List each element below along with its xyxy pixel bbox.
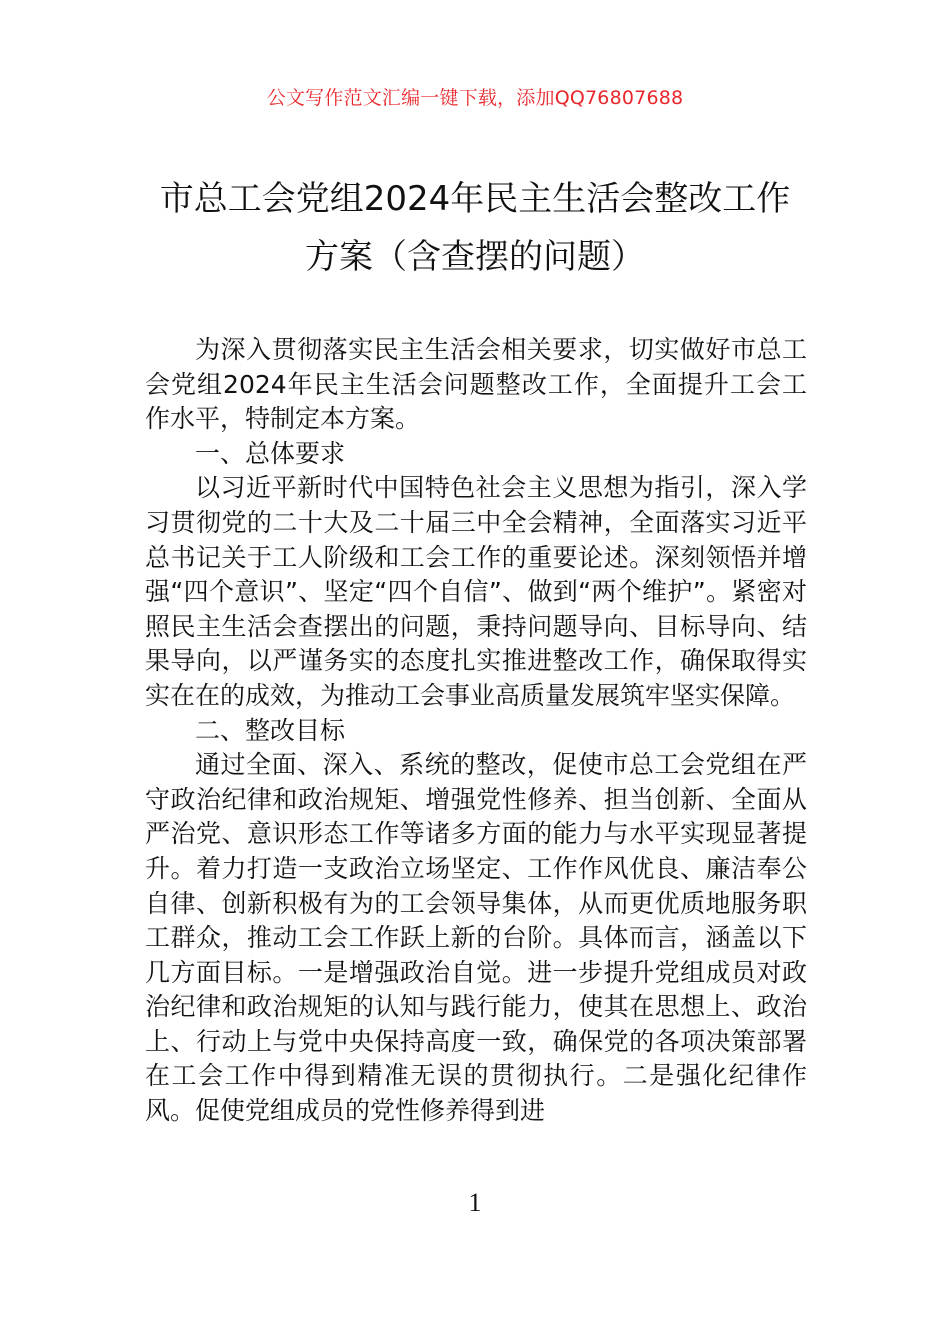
title-line-2: 方案（含查摆的问题） xyxy=(305,237,645,277)
general-requirements-paragraph: 以习近平新时代中国特色社会主义思想为指引，深入学习贯彻党的二十大及二十届三中全会精神，全面落实习近平总书记关于工人阶级和工会工作的重要论述。深刻领悟并增强“四个意识”、坚定“四个自信”、做到“两个维护”。紧密对照民主生活会查摆出的问题，秉持问题导向、目标导向、结果导向，以严谨务实的态度扎实推进整改工作，确保取得实实在在的成效，为推动工会事业高质量发展筑牢坚实保障。 xyxy=(145,473,807,710)
section-heading-rectification-goals: 二、整改目标 xyxy=(195,715,346,745)
document-title xyxy=(120,170,830,286)
intro-paragraph: 为深入贯彻落实民主生活会相关要求，切实做好市总工会党组2024年民主生活会问题整改工作，全面提升工会工作水平，特制定本方案。 xyxy=(145,335,807,434)
title-line-1: 市总工会党组2024年民主生活会整改工作 xyxy=(159,179,791,219)
document-body xyxy=(145,333,807,1129)
section-heading-general-requirements: 一、总体要求 xyxy=(195,438,346,468)
page-number: 1 xyxy=(468,1188,482,1217)
download-banner: 公文写作范文汇编一键下载，添加QQ76807688 xyxy=(266,87,684,109)
rectification-goals-paragraph: 通过全面、深入、系统的整改，促使市总工会党组在严守政治纪律和政治规矩、增强党性修养、担当创新、全面从严治党、意识形态工作等诸多方面的能力与水平实现显著提升。着力打造一支政治立场坚定、工作作风优良、廉洁奉公自律、创新积极有为的工会领导集体，从而更优质地服务职工群众，推动工会工作跃上新的台阶。具体而言，涵盖以下几方面目标。一是增强政治自觉。进一步提升党组成员对政治纪律和政治规矩的认知与践行能力，使其在思想上、政治上、行动上与党中央保持高度一致，确保党的各项决策部署在工会工作中得到精准无误的贯彻执行。二是强化纪律作风。促使党组成员的党性修养得到进 xyxy=(145,750,807,1126)
